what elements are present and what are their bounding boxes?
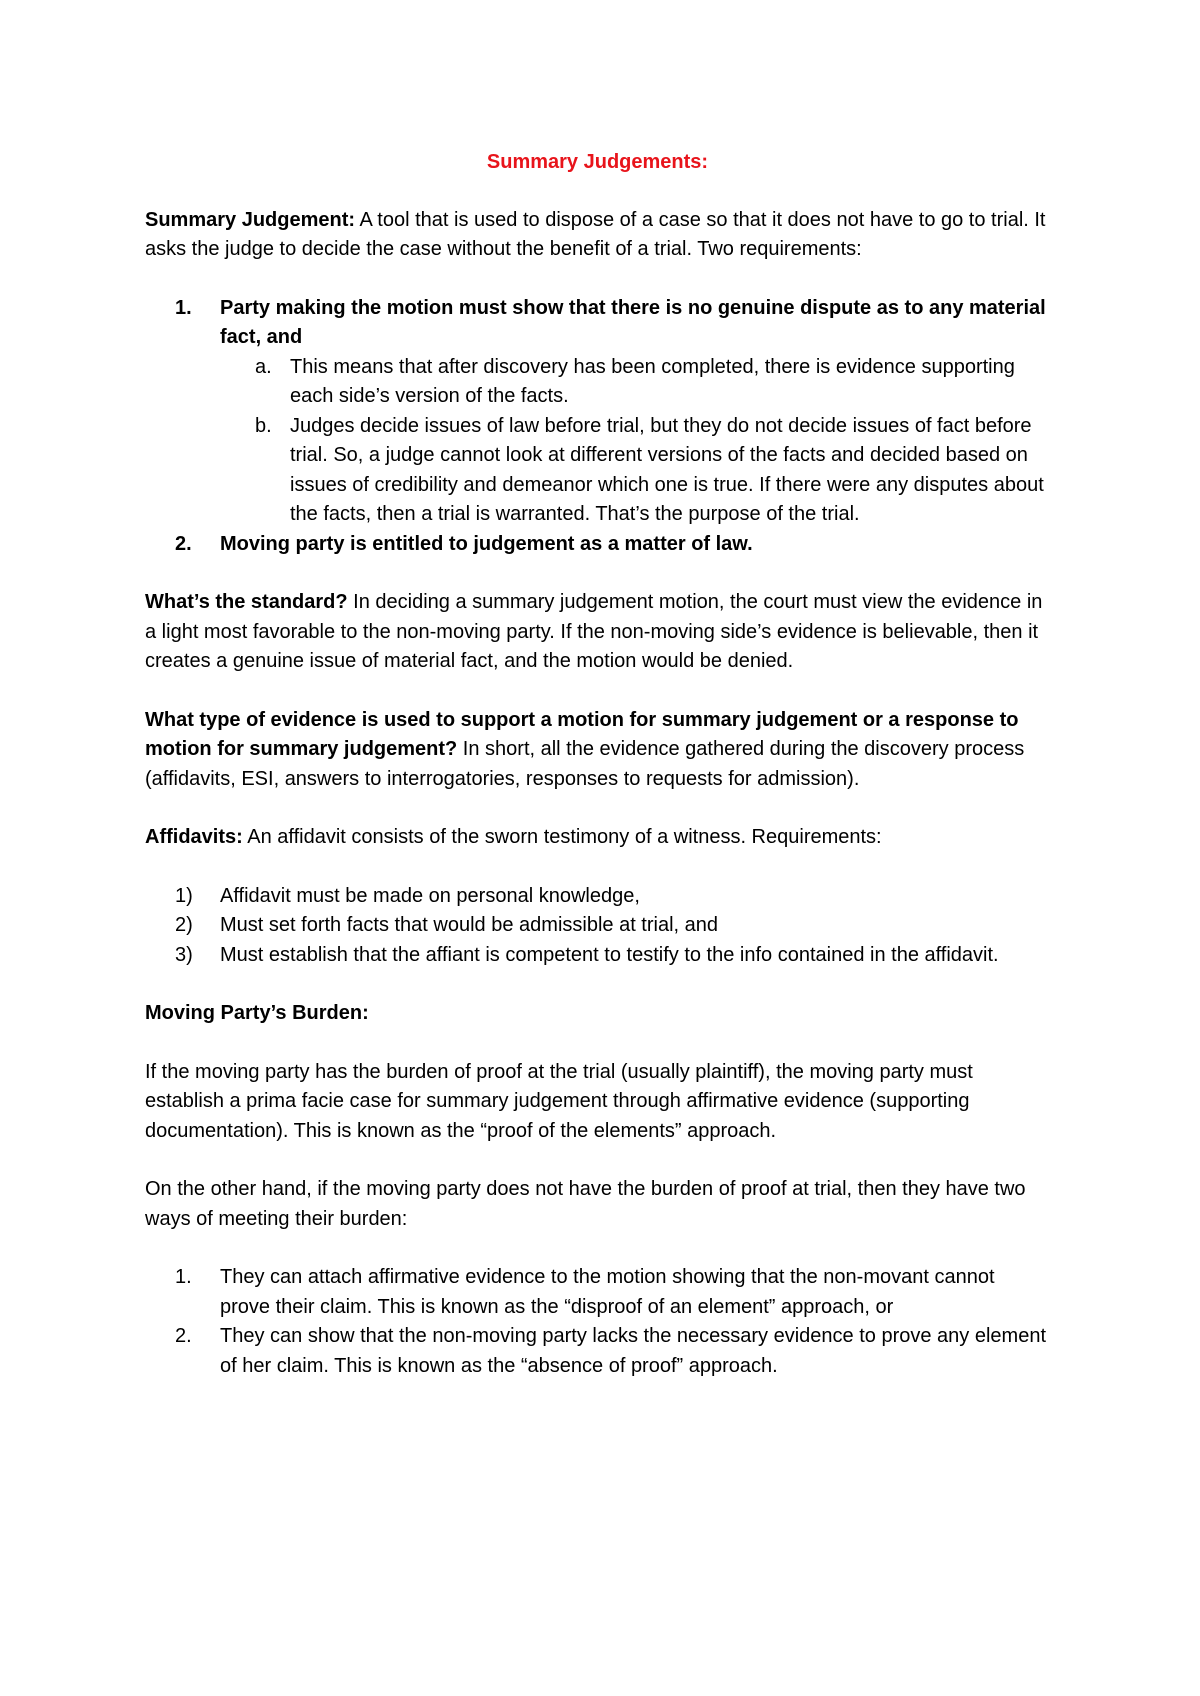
list-item <box>145 911 1050 941</box>
list-marker: 1) <box>175 884 193 907</box>
list-marker: 3) <box>175 943 193 966</box>
list-marker: 2. <box>175 1325 192 1347</box>
evidence-term: What type of evidence is used to support a motion for summary judgement or a response to motion for summary judgement? <box>145 708 1019 760</box>
list-item-text: Must set forth facts that would be admissible at trial, and <box>220 914 719 936</box>
list-item-text: They can show that the non-moving party lacks the necessary evidence to prove any element of her claim. This is known as the “absence of proof” approach. <box>220 1325 1047 1377</box>
requirement-item <box>145 530 1050 560</box>
list-item <box>145 1263 1050 1322</box>
intro-term: Summary Judgement: <box>145 208 356 231</box>
standard-term: What’s the standard? <box>145 591 348 613</box>
burden-heading: Moving Party’s Burden: <box>145 1002 369 1024</box>
list-marker: b. <box>255 414 272 437</box>
list-item-text: Must establish that the affiant is competent to testify to the info contained in the affidavit. <box>220 943 999 966</box>
sub-item-text: Judges decide issues of law before trial, but they do not decide issues of fact before trial. So, a judge cannot look at different versions of the facts and decided based on issues of credibility and demeanor which one is true. If there were any disputes about the facts, then a trial is warranted. That’s the purpose of the trial. <box>290 414 1044 525</box>
list-marker: 1. <box>175 296 192 319</box>
sub-item-text: This means that after discovery has been completed, there is evidence supporting each side’s version of the facts. <box>290 355 1015 407</box>
requirements-list <box>145 294 1050 560</box>
burden-ways-list <box>145 1263 1050 1381</box>
intro-paragraph <box>145 206 1050 265</box>
list-item <box>145 1322 1050 1381</box>
list-item-text: They can attach affirmative evidence to the motion showing that the non-movant cannot prove their claim. This is known as the “disproof of an element” approach, or <box>220 1266 995 1318</box>
list-marker: 2. <box>175 532 192 555</box>
requirement-text: Moving party is entitled to judgement as a matter of law. <box>220 532 753 555</box>
sub-list-item <box>145 412 1050 530</box>
list-item <box>145 882 1050 912</box>
sub-list <box>220 353 1050 530</box>
burden-paragraph-1: If the moving party has the burden of proof at the trial (usually plaintiff), the moving party must establish a prima facie case for summary judgement through affirmative evidence (supporting documentation). This is known as the “proof of the elements” approach. <box>145 1060 973 1142</box>
affidavits-paragraph <box>145 823 1050 853</box>
affidavit-requirements-list <box>145 882 1050 971</box>
list-marker: a. <box>255 355 272 378</box>
intro-text: A tool that is used to dispose of a case so that it does not have to go to trial. It asks the judge to decide the case without the benefit of a trial. Two requirements: <box>145 208 1046 260</box>
document-title: Summary Judgements: <box>486 151 709 173</box>
affidavits-text: An affidavit consists of the sworn testimony of a witness. Requirements: <box>242 826 882 848</box>
evidence-paragraph <box>145 706 1050 795</box>
list-marker: 2) <box>175 914 193 936</box>
burden-paragraph-2: On the other hand, if the moving party does not have the burden of proof at trial, then they have two ways of meeting their burden: <box>145 1178 1026 1230</box>
list-marker: 1. <box>175 1266 192 1288</box>
list-item <box>145 941 1050 971</box>
standard-text: In deciding a summary judgement motion, the court must view the evidence in a light most favorable to the non-moving party. If the non-moving side’s evidence is believable, then it creates a genuine issue of material fact, and the motion would be denied. <box>145 591 1043 672</box>
affidavits-term: Affidavits: <box>145 826 243 848</box>
evidence-text: In short, all the evidence gathered during the discovery process (affidavits, ESI, answers to interrogatories, responses to requests for admission). <box>145 738 1025 790</box>
list-item-text: Affidavit must be made on personal knowledge, <box>220 884 640 907</box>
requirement-text: Party making the motion must show that there is no genuine dispute as to any material fact, and <box>220 296 1046 348</box>
standard-paragraph <box>145 588 1050 677</box>
requirement-item <box>145 294 1050 530</box>
sub-list-item <box>145 353 1050 412</box>
